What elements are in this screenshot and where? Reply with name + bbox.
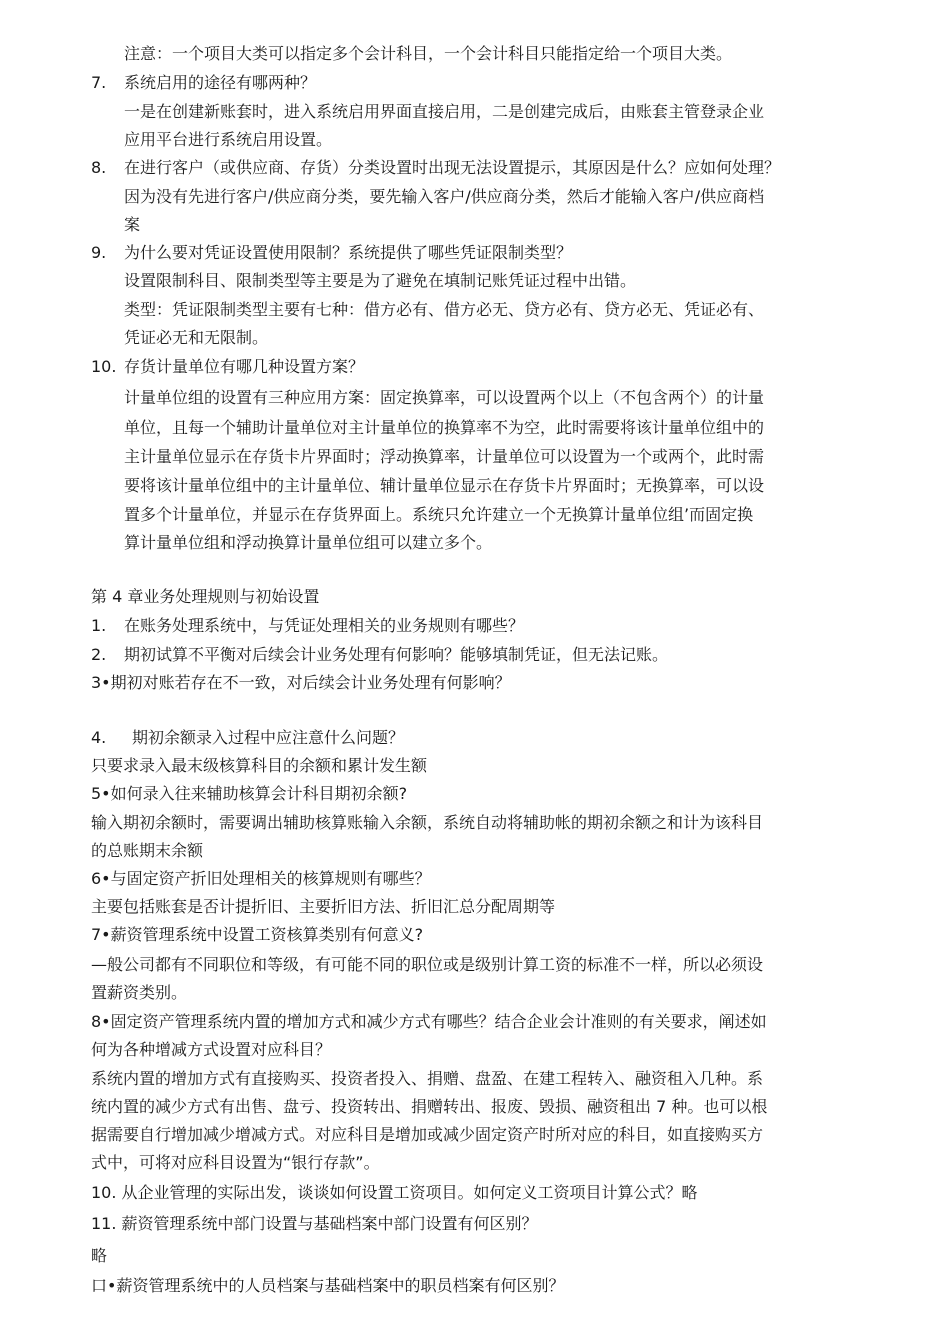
q8-answer-line: 案 — [124, 215, 141, 234]
ch4-q4-number: 4. — [91, 728, 107, 747]
q10-answer-line: 主计量单位显示在存货卡片界面时；浮动换算率，计量单位可以设置为一个或两个，此时需 — [124, 447, 765, 466]
ch4-q2-question: 期初试算不平衡对后续会计业务处理有何影响？能够填制凭证，但无法记账。 — [124, 645, 669, 664]
q9-answer-line: 类型：凭证限制类型主要有七种：借方必有、借方必无、贷方必有、贷方必无、凭证必有、 — [124, 300, 765, 319]
q10-answer-line: 算计量单位组和浮动换算计量单位组可以建立多个。 — [124, 533, 493, 552]
q10-number: 10. — [91, 357, 117, 376]
q10-question: 存货计量单位有哪几种设置方案？ — [124, 357, 365, 376]
note-text: 注意：一个项目大类可以指定多个会计科目，一个会计科目只能指定给一个项目大类。 — [124, 44, 733, 63]
q8-answer-line: 因为没有先进行客户/供应商分类，要先输入客户/供应商分类，然后才能输入客户/供应商档 — [124, 187, 765, 206]
q9-number: 9. — [91, 243, 107, 262]
ch4-q5-answer-line: 的总账期末余额 — [91, 841, 204, 860]
q8-question: 在进行客户（或供应商、存货）分类设置时出现无法设置提示，其原因是什么？应如何处理？ — [124, 158, 781, 177]
q9-answer-line: 设置限制科目、限制类型等主要是为了避免在填制记账凭证过程中出错。 — [124, 271, 637, 290]
ch4-q7-question: 7•薪资管理系统中设置工资核算类别有何意义? — [91, 925, 424, 944]
ch4-q8-answer-line: 式中，可将对应科目设置为“银行存款”。 — [91, 1153, 380, 1172]
q9-question: 为什么要对凭证设置使用限制？系统提供了哪些凭证限制类型？ — [124, 243, 573, 262]
q7-question: 系统启用的途径有哪两种？ — [124, 73, 317, 92]
ch4-q8-answer-line: 系统内置的增加方式有直接购买、投资者投入、捐赠、盘盈、在建工程转入、融资租入几种。系 — [91, 1069, 764, 1088]
q10-answer-line: 要将该计量单位组中的主计量单位、辅计量单位显示在存货卡片界面时；无换算率，可以设 — [124, 476, 765, 495]
ch4-q6-question: 6•与固定资产折旧处理相关的核算规则有哪些？ — [91, 869, 431, 888]
ch4-q8-question-line: 8•固定资产管理系统内置的增加方式和减少方式有哪些？结合企业会计准则的有关要求，阐述如 — [91, 1012, 767, 1031]
q7-answer-line: 应用平台进行系统启用设置。 — [124, 130, 333, 149]
ch4-q4-answer: 只要求录入最末级核算科目的余额和累计发生额 — [91, 756, 428, 775]
q7-number: 7. — [91, 73, 107, 92]
ch4-q11-question: 11. 薪资管理系统中部门设置与基础档案中部门设置有何区别？ — [91, 1214, 538, 1233]
ch4-q3-question: 3•期初对账若存在不一致，对后续会计业务处理有何影响？ — [91, 673, 511, 692]
ch4-q10-question: 10. 从企业管理的实际出发，谈谈如何设置工资项目。如何定义工资项目计算公式？略 — [91, 1183, 698, 1202]
ch4-q4-question: 期初余额录入过程中应注意什么问题？ — [132, 728, 405, 747]
ch4-q7-answer-line: —般公司都有不同职位和等级，有可能不同的职位或是级别计算工资的标准不一样，所以必须设 — [91, 955, 764, 974]
q9-answer-line: 凭证必无和无限制。 — [124, 328, 269, 347]
ch4-q8-answer-line: 统内置的减少方式有出售、盘亏、投资转出、捐赠转出、报废、毁损、融资租出 7 种。也可以根 — [91, 1097, 768, 1116]
ch4-q1-number: 1. — [91, 616, 107, 635]
ch4-q12-question: 口•薪资管理系统中的人员档案与基础档案中的职员档案有何区别？ — [91, 1276, 565, 1295]
ch4-q11-answer: 略 — [91, 1246, 108, 1265]
q10-answer-line: 置多个计量单位，并显示在存货界面上。系统只允许建立一个无换算计量单位组’而固定换 — [124, 505, 754, 524]
ch4-q7-answer-line: 置薪资类别。 — [91, 983, 188, 1002]
ch4-q5-answer-line: 输入期初余额时，需要调出辅助核算账输入余额，系统自动将辅助帐的期初余额之和计为该科目 — [91, 813, 764, 832]
chapter-title: 第 4 章业务处理规则与初始设置 — [91, 587, 320, 606]
q10-answer-line: 计量单位组的设置有三种应用方案：固定换算率，可以设置两个以上（不包含两个）的计量 — [124, 388, 765, 407]
ch4-q6-answer: 主要包括账套是否计提折旧、主要折旧方法、折旧汇总分配周期等 — [91, 897, 556, 916]
q8-number: 8. — [91, 158, 107, 177]
q7-answer-line: 一是在创建新账套时，进入系统启用界面直接启用，二是创建完成后，由账套主管登录企业 — [124, 102, 765, 121]
q10-answer-line: 单位，且每一个辅助计量单位对主计量单位的换算率不为空，此时需要将该计量单位组中的 — [124, 418, 765, 437]
ch4-q1-question: 在账务处理系统中，与凭证处理相关的业务规则有哪些？ — [124, 616, 525, 635]
ch4-q2-number: 2. — [91, 645, 107, 664]
ch4-q8-answer-line: 据需要自行增加减少增减方式。对应科目是增加或减少固定资产时所对应的科目，如直接购买方 — [91, 1125, 764, 1144]
ch4-q8-question-line: 何为各种增减方式设置对应科目？ — [91, 1040, 332, 1059]
ch4-q5-question: 5•如何录入往来辅助核算会计科目期初余额? — [91, 784, 408, 803]
